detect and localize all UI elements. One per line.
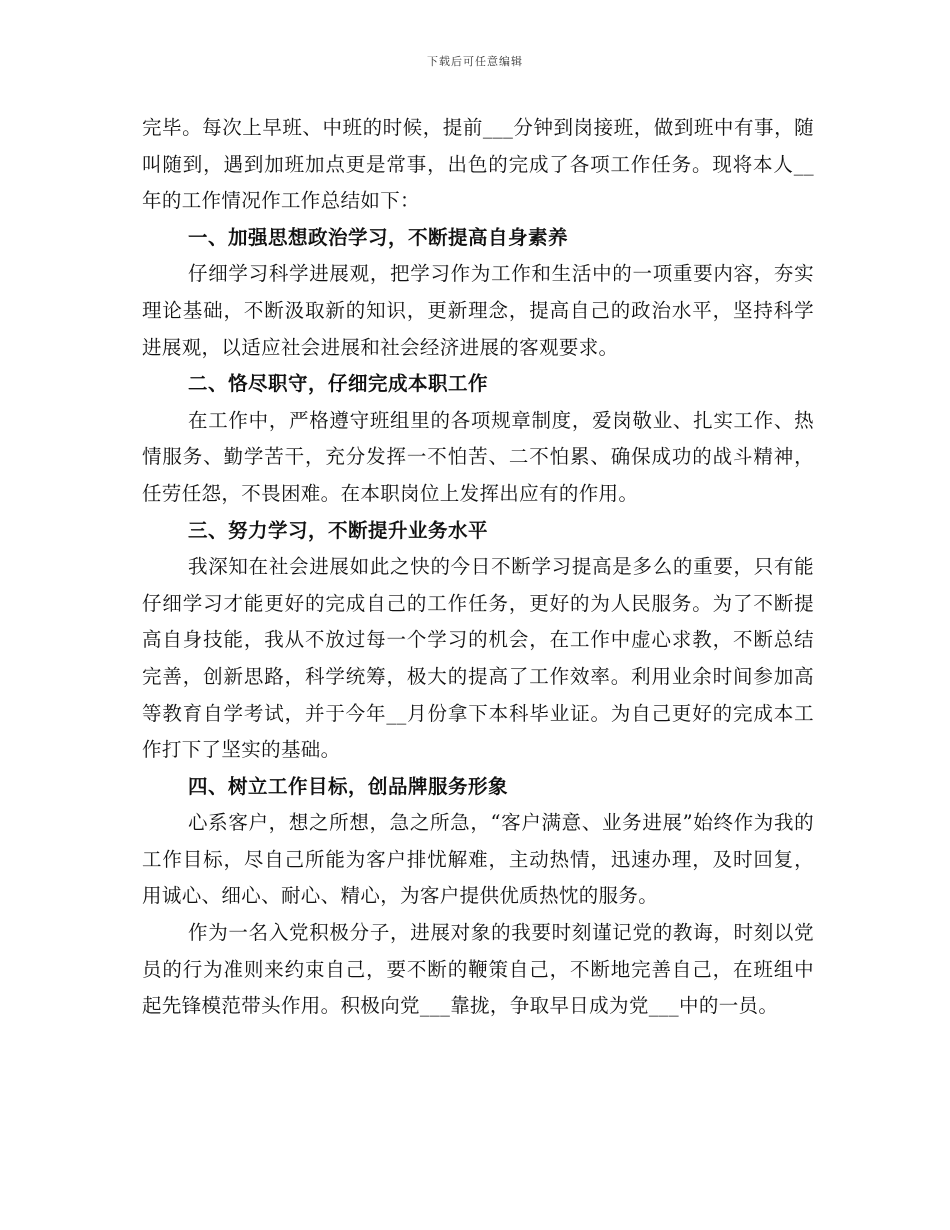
- section-4-heading: 四、树立工作目标，创品牌服务形象: [188, 774, 509, 798]
- section-2-heading: 二、恪尽职守，仔细完成本职工作: [188, 372, 489, 396]
- section-1-paragraph: 仔细学习科学进展观，把学习作为工作和生活中的一项重要内容，夯实理论基础，不断汲取新的知识，更新理念，提高自己的政治水平，坚持科学进展观，以适应社会进展和社会经济进展的客观要求。: [142, 262, 814, 359]
- section-3-heading: 三、努力学习，不断提升业务水平: [188, 518, 489, 542]
- section-1-heading: 一、加强思想政治学习，不断提高自身素养: [188, 225, 569, 249]
- section-3-paragraph: 我深知在社会进展如此之快的今日不断学习提高是多么的重要，只有能仔细学习才能更好的完成自己的工作任务，更好的为人民服务。为了不断提高自身技能，我从不放过每一个学习的机会，在工作中虚心求教，不断总结完善，创新思路，科学统筹，极大的提高了工作效率。利用业余时间参加高等教育自学考试，并于今年__月份拿下本科毕业证。为自己更好的完成本工作打下了坚实的基础。: [142, 555, 814, 762]
- section-2-paragraph: 在工作中，严格遵守班组里的各项规章制度，爱岗敬业、扎实工作、热情服务、勤学苦干，充分发挥一不怕苦、二不怕累、确保成功的战斗精神，任劳任怨，不畏困难。在本职岗位上发挥出应有的作用。: [142, 408, 814, 505]
- document-body: [142, 110, 814, 1025]
- closing-paragraph: 作为一名入党积极分子，进展对象的我要时刻谨记党的教诲，时刻以党员的行为准则来约束自己，要不断的鞭策自己，不断地完善自己，在班组中起先锋模范带头作用。积极向党___靠拢，争取早日成为党___中的一员。: [142, 921, 814, 1018]
- page-header: 下载后可任意编辑: [427, 55, 523, 68]
- section-4-paragraph: 心系客户，想之所想，急之所急，“客户满意、业务进展”始终作为我的工作目标，尽自己所能为客户排忧解难，主动热情，迅速办理，及时回复，用诚心、细心、耐心、精心，为客户提供优质热忱的服务。: [142, 811, 814, 908]
- intro-paragraph: 完毕。每次上早班、中班的时候，提前___分钟到岗接班，做到班中有事，随叫随到，遇到加班加点更是常事，出色的完成了各项工作任务。现将本人__年的工作情况作工作总结如下：: [142, 116, 814, 213]
